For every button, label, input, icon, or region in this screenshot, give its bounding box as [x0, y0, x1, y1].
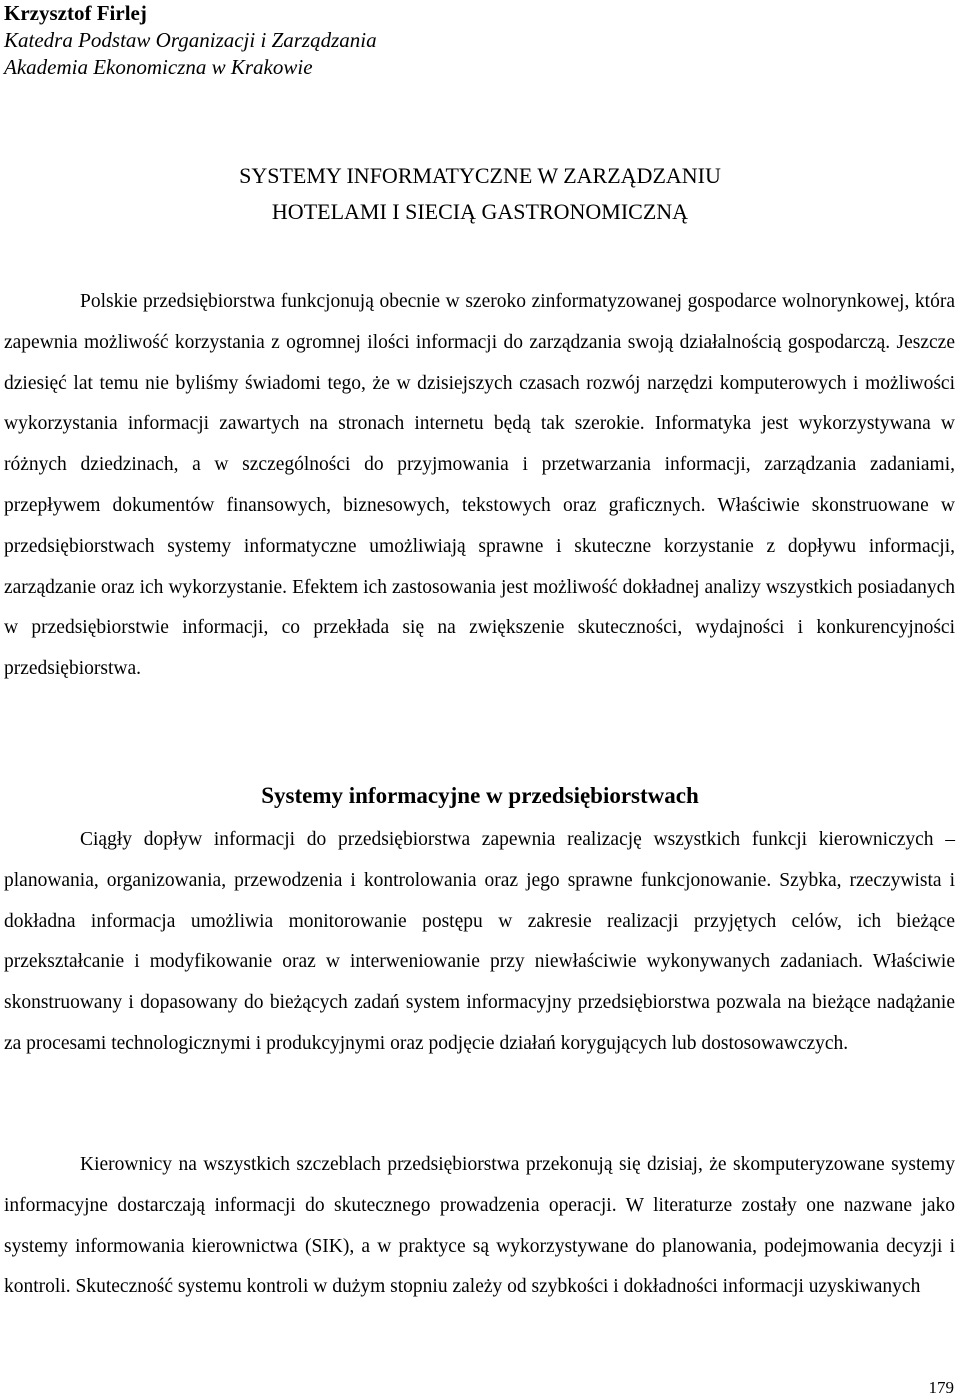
- title-line-2: HOTELAMI I SIECIĄ GASTRONOMICZNĄ: [271, 199, 689, 224]
- document-title: [0, 158, 960, 230]
- body-paragraph-2: Ciągły dopływ informacji do przedsiębiorstwa zapewnia realizację wszystkich funkcji kierowniczych – planowania, organizowania, przewodzenia i kontrolowania oraz jego sprawne funkcjonowanie. Szybka, rzeczywista i dokładna informacja umożliwia monitorowanie postępu w zakresie realizacji przyjętych celów, ich bieżące przekształcanie i modyfikowanie oraz w interweniowanie przy niewłaściwie wykonywanych zadaniach. Właściwie skonstruowany i dopasowany do bieżących zadań system informacyjny przedsiębiorstwa pozwala na bieżące nadążanie za procesami technologicznymi i produkcyjnymi oraz podjęcie działań korygujących lub dostosowawczych.: [4, 829, 955, 1054]
- body-paragraph-3: Kierownicy na wszystkich szczeblach przedsiębiorstwa przekonują się dzisiaj, że skomputeryzowane systemy informacyjne dostarczają informacji do skutecznego prowadzenia operacji. W literaturze zostały one nazwane jako systemy informowania kierownictwa (SIK), a w praktyce są wykorzystywane do planowania, podejmowania decyzji i kontroli. Skuteczność systemu kontroli w dużym stopniu zależy od szybkości i dokładności informacji uzyskiwanych: [4, 1154, 955, 1298]
- author-block: [4, 0, 377, 81]
- title-line-1: SYSTEMY INFORMATYCZNE W ZARZĄDZANIU: [239, 163, 721, 188]
- department-name: Katedra Podstaw Organizacji i Zarządzania: [4, 28, 377, 52]
- section-heading: Systemy informacyjne w przedsiębiorstwach: [261, 783, 699, 808]
- intro-paragraph: Polskie przedsiębiorstwa funkcjonują obecnie w szeroko zinformatyzowanej gospodarce wolnorynkowej, która zapewnia możliwość korzystania z ogromnej ilości informacji do zarządzania swoją działalnością gospodarczą. Jeszcze dziesięć lat temu nie byliśmy świadomi tego, że w dzisiejszych czasach rozwój narzędzi komputerowych i możliwości wykorzystania informacji zawartych na stronach internetu będą tak szerokie. Informatyka jest wykorzystywana w różnych dziedzinach, a w szczególności do przyjmowania i przetwarzania informacji, zarządzania zadaniami, przepływem dokumentów finansowych, biznesowych, tekstowych oraz graficznych. Właściwie skonstruowane w przedsiębiorstwach systemy informatyczne umożliwiają sprawne i skuteczne korzystanie z dopływu informacji, zarządzanie oraz ich wykorzystanie. Efektem ich zastosowania jest możliwość dokładnej analizy wszystkich posiadanych w przedsiębiorstwie informacji, co przekłada się na zwiększenie skuteczności, wydajności i konkurencyjności przedsiębiorstwa.: [4, 291, 955, 680]
- institution-name: Akademia Ekonomiczna w Krakowie: [4, 55, 313, 79]
- page-number: 179: [928, 1378, 954, 1397]
- author-name: Krzysztof Firlej: [4, 1, 147, 25]
